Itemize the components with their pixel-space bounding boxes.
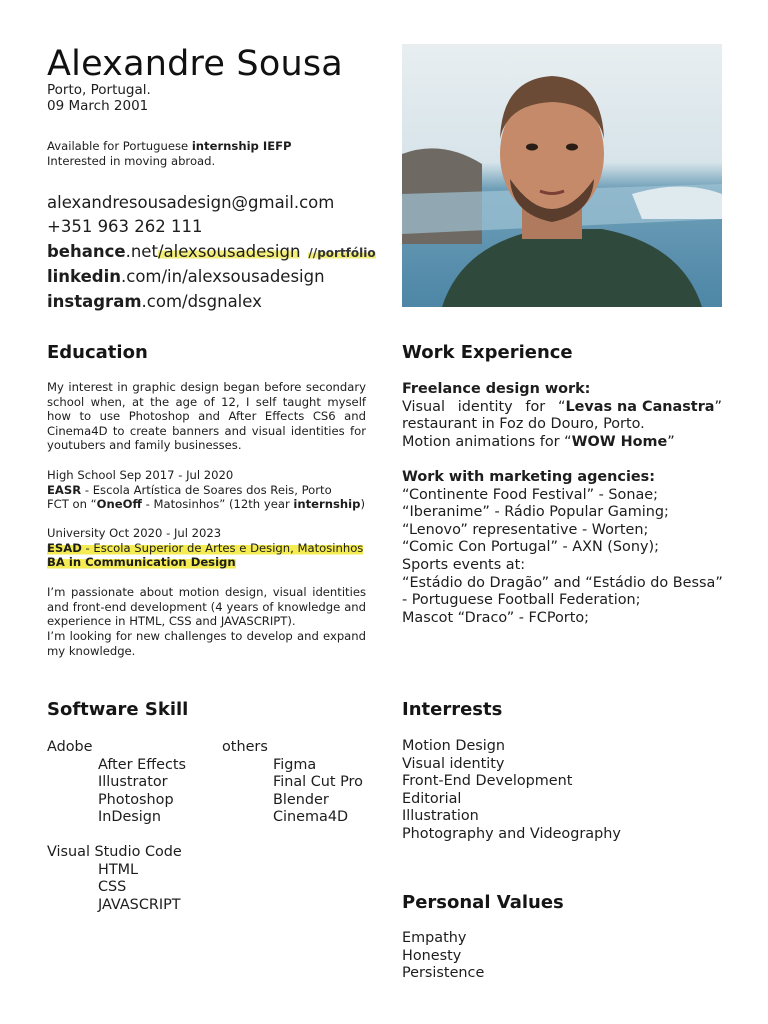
fct-line <box>47 497 365 512</box>
software-item: Figma <box>273 756 317 773</box>
agency-item: - Portuguese Football Federation; <box>402 592 641 609</box>
interest-item: Editorial <box>402 790 462 807</box>
behance-domain: .net <box>125 241 158 261</box>
highschool-name: - Escola Artística de Soares dos Reis, Porto <box>81 482 332 497</box>
fct-pre: FCT on “ <box>47 497 97 511</box>
portfolio-note: //portfólio <box>308 245 376 260</box>
interest-item: Front-End Development <box>402 773 573 790</box>
vscode-label: Visual Studio Code <box>47 844 182 860</box>
fct-company: OneOff <box>96 497 142 511</box>
software-item: Illustrator <box>98 774 168 791</box>
availability-bold: internship IEFP <box>191 139 292 153</box>
location: Porto, Portugal. <box>47 82 151 98</box>
education-intro: My interest in graphic design began before secondary school when, at the age of 12, I self taught myself how to use Photoshop and After Effects CS6 and Cinema4D to create banners and visual identities for youtubers and family businesses. <box>47 380 366 453</box>
adobe-label: Adobe <box>47 739 93 755</box>
degree-title: BA in Communication Design <box>47 555 236 569</box>
freelance-title: Freelance design work: <box>402 381 591 397</box>
interest-item: Illustration <box>402 808 479 825</box>
interests-list <box>402 738 621 844</box>
agency-item: “Comic Con Portugal” - AXN (Sony); <box>402 539 659 556</box>
software-item: CSS <box>98 879 127 896</box>
fct-post: ) <box>360 497 365 511</box>
instagram-path: .com/dsgnalex <box>141 291 262 311</box>
vscode-list <box>47 844 182 914</box>
values-list <box>402 930 484 983</box>
values-heading: Personal Values <box>402 892 564 913</box>
value-item: Honesty <box>402 947 462 964</box>
university-block <box>47 526 363 570</box>
software-item: JAVASCRIPT <box>98 896 181 913</box>
portrait-illustration <box>402 44 722 307</box>
vi-open-quote: “ <box>557 398 566 415</box>
birthdate: 09 March 2001 <box>47 98 149 114</box>
motion-client: WOW Home <box>571 433 668 450</box>
behance-link[interactable] <box>47 240 376 265</box>
motion-post: ” <box>667 433 675 450</box>
behance-bold: behance <box>47 241 126 261</box>
software-item: Cinema4D <box>273 809 349 826</box>
highschool-dates: High School Sep 2017 - Jul 2020 <box>47 468 234 482</box>
university-name: - Escola Superior de Artes e Design, Matosinhos <box>81 540 364 555</box>
adobe-list <box>47 739 186 827</box>
highschool-abbr: EASR <box>47 482 82 497</box>
agency-item: “Lenovo” representative - Worten; <box>402 521 649 538</box>
others-label: others <box>222 739 268 755</box>
agency-item: “Continente Food Festival” - Sonae; <box>402 486 658 503</box>
work-heading: Work Experience <box>402 342 573 363</box>
university-dates: University Oct 2020 - Jul 2023 <box>47 526 222 540</box>
linkedin-path: .com/in/alexsousadesign <box>121 267 325 287</box>
education-passion: I’m passionate about motion design, visual identities and front-end development (4 years of knowledge and experience in HTML, CSS and JAVASCRIPT). <box>47 585 366 629</box>
behance-path: /alexsousadesign <box>157 241 301 261</box>
software-item: HTML <box>98 861 139 878</box>
education-heading: Education <box>47 342 148 363</box>
interest-item: Visual identity <box>402 755 505 772</box>
availability-prefix: Available for Portuguese <box>47 139 192 153</box>
contact-block <box>47 191 376 314</box>
value-item: Empathy <box>402 930 467 946</box>
vi-pre-word: Visual <box>402 398 445 415</box>
agencies-block <box>402 469 732 627</box>
availability <box>47 139 292 154</box>
value-item: Persistence <box>402 965 485 982</box>
software-item: InDesign <box>98 809 162 826</box>
fct-mid: - Matosinhos” (12th year <box>141 497 294 511</box>
software-item: Blender <box>273 791 329 808</box>
software-item: Final Cut Pro <box>273 774 363 791</box>
linkedin-link[interactable] <box>47 265 376 289</box>
relocation: Interested in moving abroad. <box>47 154 216 168</box>
profile-photo <box>402 44 722 307</box>
software-item: After Effects <box>98 756 187 773</box>
software-heading: Software Skill <box>47 699 189 720</box>
vi-pre-word: for <box>525 398 546 415</box>
vi-close-quote: ” <box>714 398 722 415</box>
vi-pre-word: identity <box>457 398 513 415</box>
vi-client-name: Levas na Canastra <box>565 398 715 415</box>
instagram-bold: instagram <box>47 291 142 311</box>
others-list <box>222 739 363 827</box>
interests-heading: Interrests <box>402 699 503 720</box>
person-name: Alexandre Sousa <box>47 44 343 84</box>
email-link[interactable]: alexandresousadesign@gmail.com <box>47 193 335 212</box>
agency-item: “Estádio do Dragão” and “Estádio do Bessa” <box>402 574 723 591</box>
visual-identity-line2: restaurant in Foz do Douro, Porto. <box>402 416 645 433</box>
visual-identity-line <box>402 399 722 417</box>
university-school <box>47 541 363 556</box>
university-abbr: ESAD <box>47 540 82 555</box>
highschool-block <box>47 468 365 512</box>
instagram-link[interactable] <box>47 290 376 314</box>
interest-item: Photography and Videography <box>402 825 621 842</box>
phone-number[interactable]: +351 963 262 111 <box>47 217 203 237</box>
interest-item: Motion Design <box>402 738 506 754</box>
motion-pre: Motion animations for “ <box>402 433 572 450</box>
education-challenge: I’m looking for new challenges to develop and expand my knowledge. <box>47 629 366 658</box>
freelance-block <box>402 381 722 451</box>
agency-item: Sports events at: <box>402 556 526 573</box>
linkedin-bold: linkedin <box>47 267 121 287</box>
software-item: Photoshop <box>98 791 174 808</box>
fct-internship: internship <box>293 497 361 511</box>
agencies-title: Work with marketing agencies: <box>402 469 655 485</box>
agency-item: Mascot “Draco” - FCPorto; <box>402 609 590 626</box>
vi-client <box>558 399 722 417</box>
agency-item: “Iberanime” - Rádio Popular Gaming; <box>402 504 669 521</box>
motion-line <box>402 434 722 452</box>
highschool-school <box>47 483 365 498</box>
